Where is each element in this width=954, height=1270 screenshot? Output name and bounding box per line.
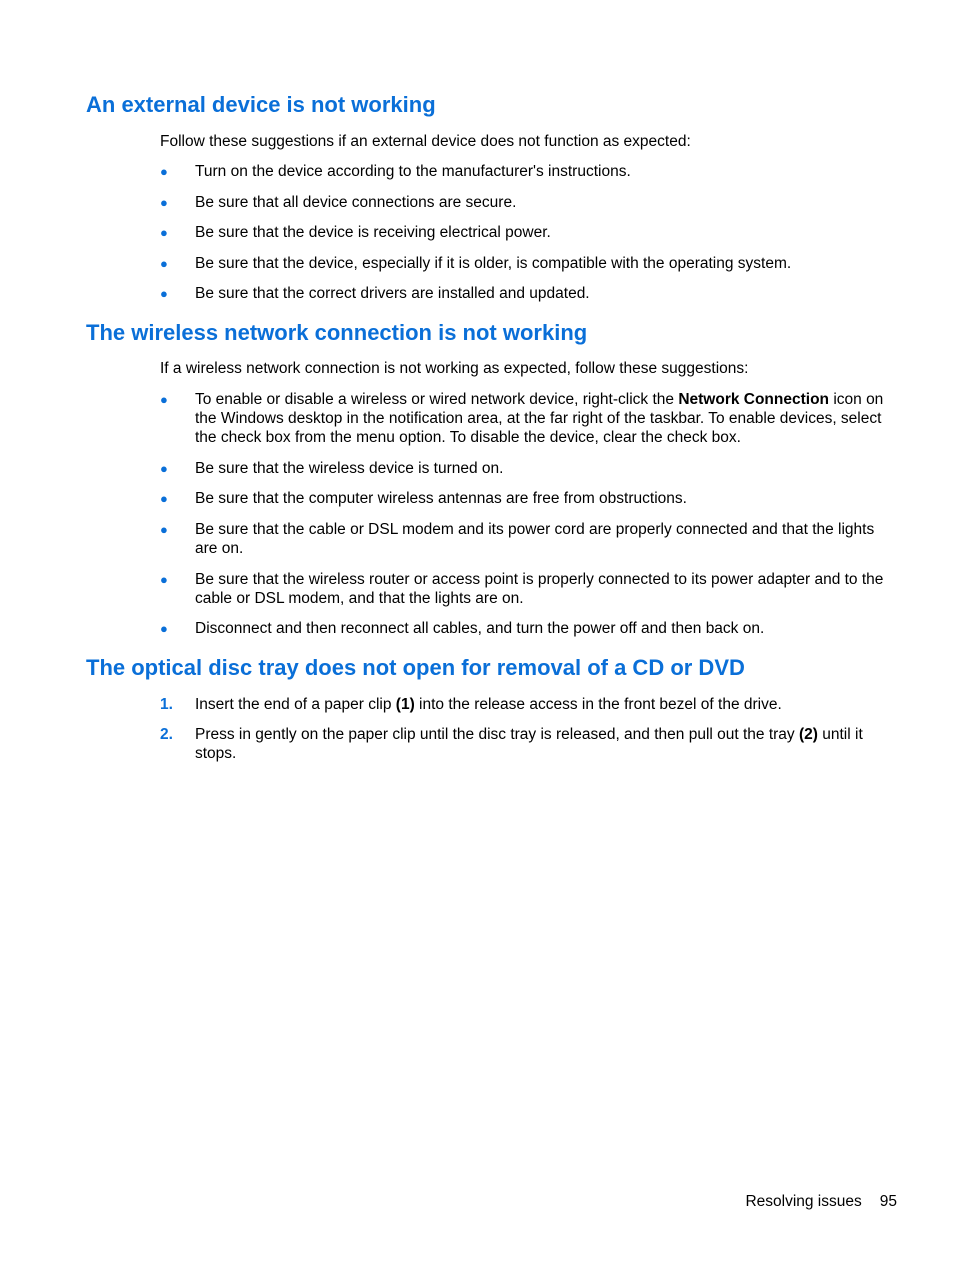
network-connection-term: Network Connection xyxy=(678,391,830,408)
step-text-part: Insert the end of a paper clip xyxy=(195,696,396,713)
list-item-text xyxy=(195,390,891,447)
list-item-text: Be sure that the correct drivers are installed and updated. xyxy=(195,285,590,302)
bullet-icon: ● xyxy=(160,572,168,587)
list-item-text: Be sure that the wireless router or access point is properly connected to its power adapter and to the cable or DSL modem, and that the lights are on. xyxy=(195,571,884,607)
bullet-icon: ● xyxy=(160,522,168,537)
list-item-text: Be sure that the computer wireless antennas are free from obstructions. xyxy=(195,490,687,507)
step-text-part: into the release access in the front bezel of the drive. xyxy=(414,696,782,713)
section-heading: The wireless network connection is not working xyxy=(86,320,588,345)
bullet-icon: ● xyxy=(160,621,168,636)
bullet-icon: ● xyxy=(160,392,168,407)
section-intro: If a wireless network connection is not working as expected, follow these suggestions: xyxy=(160,360,749,377)
step-number: 1. xyxy=(160,696,173,713)
list-item-text: Turn on the device according to the manufacturer's instructions. xyxy=(195,163,631,180)
step-text xyxy=(195,725,891,763)
list-item-text: Be sure that the device, especially if it is older, is compatible with the operating system. xyxy=(195,255,792,272)
page-number: 95 xyxy=(879,1193,897,1210)
step-text-part: Press in gently on the paper clip until the disc tray is released, and then pull out the tray xyxy=(195,726,799,743)
step-number: 2. xyxy=(160,726,173,743)
bullet-icon: ● xyxy=(160,164,168,179)
list-item-text: Be sure that the device is receiving electrical power. xyxy=(195,224,551,241)
bullet-icon: ● xyxy=(160,286,168,301)
section-intro: Follow these suggestions if an external device does not function as expected: xyxy=(160,133,691,150)
page-footer xyxy=(600,1192,897,1211)
list-item-text-part: To enable or disable a wireless or wired network device, right-click the xyxy=(195,391,679,408)
footer-section-name: Resolving issues xyxy=(745,1193,862,1210)
step-text xyxy=(195,695,891,714)
list-item-text: Disconnect and then reconnect all cables, and turn the power off and then back on. xyxy=(195,620,765,637)
callout-label: (2) xyxy=(799,726,818,743)
list-item-text-part: icon on the Windows desktop in the notification area, at the far right of the taskbar. To enable devices, select the check box from the menu option. To disable the device, clear the check box. xyxy=(195,391,884,446)
section-heading: The optical disc tray does not open for removal of a CD or DVD xyxy=(86,655,745,680)
step-text-part: until it stops. xyxy=(195,726,863,762)
bullet-icon: ● xyxy=(160,491,168,506)
list-item-text: Be sure that the wireless device is turned on. xyxy=(195,460,504,477)
bullet-icon: ● xyxy=(160,461,168,476)
callout-label: (1) xyxy=(395,696,415,713)
list-item-text: Be sure that the cable or DSL modem and its power cord are properly connected and that the lights are on. xyxy=(195,521,875,557)
list-item-text: Be sure that all device connections are secure. xyxy=(195,194,517,211)
bullet-icon: ● xyxy=(160,195,168,210)
section-heading: An external device is not working xyxy=(86,92,436,117)
bullet-icon: ● xyxy=(160,256,168,271)
bullet-icon: ● xyxy=(160,225,168,240)
